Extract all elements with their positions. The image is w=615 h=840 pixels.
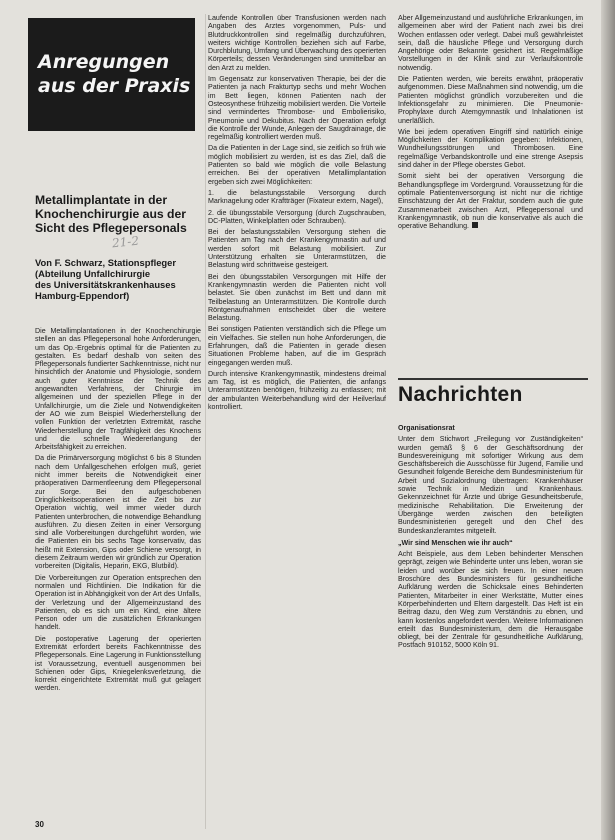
article-column-3 [398, 14, 583, 379]
paragraph: Durch intensive Krankengymnastik, mindestens dreimal am Tag, ist es möglich, die Patienten, die anfangs Unterarmstützen benötigen, frühzeitig zu entlassen; mit der ambulanten Weiterbehandlung wird der Heilverlauf kontrolliert. [208, 369, 386, 412]
paragraph: Die Vorbereitungen zur Operation entsprechen den normalen und Richtlinien. Die Indikation für die Operation ist in Abhängigkeit von der Art des Unfalls, der Verletzung und der Allgemeinzustand des Patienten, ob es sich um ein Kind, eine ältere Person oder um die zusätzlichen Erkrankungen handelt. [35, 573, 201, 632]
paragraph: Die Patienten werden, wie bereits erwähnt, präoperativ aufgenommen. Diese Maßnahmen sind notwendig, um die Patienten möglichst gründlich vorzubereiten und die Infektionsgefahr zu minimieren. Die Pneumonie-Prophylaxe durch Atemgymnastik und Inhalationen ist unerläßlich. [398, 75, 583, 125]
page-number: 30 [35, 820, 44, 829]
author-line: des Universitätskrankenhauses [35, 279, 176, 290]
article-author [35, 257, 200, 301]
article-title [35, 193, 200, 235]
author-line: Von F. Schwarz, Stationspfleger [35, 257, 176, 268]
paragraph: Unter dem Stichwort „Freilegung vor Zuständigkeiten“ wurden gemäß § 6 der Geschäftsordnung der Bundesvereinigung mit sofortiger Wirkung aus dem Geschäftsbereich die Ausschüsse für Jugend, Familie und Gesundheit folgende Bereiche dem Bundesministerium für Arbeit und Sozialordnung übertragen: Krankenhäuser sowie Technik in Medizin und Krankenhaus. Gekennzeichnet für Ärzte und übrige Gesundheitsberufe, medizinische Rehabilitation. Die Erweiterung der Übergänge werden zwischen den beteiligten Bundesministerien geregelt und den Chef des Bundeskanzleramtes mitgeteilt. [398, 435, 583, 535]
banner-line-1: Anregungen [38, 51, 170, 73]
paragraph: Acht Beispiele, aus dem Leben behinderter Menschen geprägt, zeigen wie Behinderte unter uns leben, woran sie leiden und worüber sie sich freuen. In einer neuen Broschüre des Bundesministers für gesundheitliche Aufklärung werden die Schicksale eines Behinderten Patienten, Mitarbeiter in einer Werkstätte, Mutter eines Körperbehinderten und Eltern dargestellt. Das Heft ist ein Beitrag dazu, den Weg zum Verständnis zu ebnen, und kann kostenlos angefordert werden. Weitere Informationen erteilt das Bundesministerium, dem die Herausgabe obliegt, bei der Zentrale für gesundheitliche Aufklärung, Postfach 910152, 5000 Köln 91. [398, 550, 583, 650]
section-title-nachrichten: Nachrichten [398, 378, 588, 407]
banner-title [38, 50, 198, 98]
paragraph: Bei der belastungsstabilen Versorgung stehen die Patienten am Tag nach der Krankengymnastin auf und werden sofort mit Belastung mobilisiert. Zur Unterstützung erhalten sie Unterarmstützen, die Belastung wird schrittweise gesteigert. [208, 228, 386, 270]
list-item: 1. die belastungsstabile Versorgung durch Marknagelung oder Kraftträger (Fixateur extern, Nagel), [208, 188, 386, 206]
article-title-line: Knochenchirurgie aus der [35, 207, 187, 221]
news-subheading: „Wir sind Menschen wie ihr auch“ [398, 538, 513, 547]
paragraph [398, 172, 583, 230]
paragraph: Bei sonstigen Patienten verständlich sich die Pflege um ein Vielfaches. Sie stellen nun hohe Anforderungen, die Erfahrungen, daß die Patienten in gerade diesen Situationen Probleme haben, auf die im Gespräch eingegangen werden muß. [208, 325, 386, 367]
paragraph: Die postoperative Lagerung der operierten Extremität erfordert bereits Fachkenntnisse des Pflegepersonals. Eine Lagerung in Funktionsstellung ist Voraussetzung, eventuell ausgenommen bei Schienen oder Gips, Kniegelenksverletzung, die korrekt eingerichtete Extremität muß gut gelagert werden. [35, 634, 201, 693]
page-edge-shadow [601, 0, 615, 840]
paragraph: Laufende Kontrollen über Transfusionen werden nach Angaben des Arztes vorgenommen, Puls- und Blutdruckkontrollen sind regelmäßig durchzuführen, weiters wichtige Kontrollen beziehen sich auf Farbe, Durchblutung, Umfang und Überwachung des operierten Körperteils; dessen Veränderungen sind unmittelbar an den Arzt zu melden. [208, 14, 386, 72]
article-column-2 [208, 14, 386, 829]
author-line: (Abteilung Unfallchirurgie [35, 268, 151, 279]
end-of-article-mark [472, 222, 478, 228]
author-line: Hamburg-Eppendorf) [35, 290, 130, 301]
list-item: 2. die übungsstabile Versorgung (durch Zugschrauben, DC-Platten, Winkelplatten oder Schrauben). [208, 208, 386, 225]
paragraph: Aber Allgemeinzustand und ausführliche Erkrankungen, im allgemeinen aber wird der Patient nach zwei bis drei Wochen entlassen oder verlegt. Dabei muß gewährleistet sein, daß die häusliche Pflege und Versorgung durch Angehörige oder Bekannte gesichert ist. Regelmäßige Vorstellungen in der Klinik sind zur Verlaufskontrolle notwendig. [398, 14, 583, 72]
handwritten-note: 21-2 [111, 233, 140, 251]
paragraph-text: Somit sieht bei der operativen Versorgung die Behandlungspflege im Vordergrund. Voraussetzung für die optimale Patientenversorgung ist nicht nur die richtige Einschätzung der Art der Fraktur, sondern auch die gute Zusammenarbeit zwischen Arzt, Pflegepersonal und Krankengymnastik, ob nun die konservative als auch die operative Behandlung. [398, 172, 583, 231]
paragraph: Da die Patienten in der Lage sind, sie zeitlich so früh wie möglich mobilisiert zu werden, ist es das Ziel, daß die Patienten so bald wie möglich die volle Belastung erreichen. Bei der operativen Metallimplantation ergeben sich zwei Möglichkeiten: [208, 144, 386, 186]
article-title-line: Sicht des Pflegepersonals [35, 221, 187, 235]
paragraph: Da die Primärversorgung möglichst 6 bis 8 Stunden nach dem Unfallgeschehen erfolgen muß, geriet nicht immer bereits die Notwendigkeit einer präoperativen Darmentleerung dem Pflegepersonal zur Sorge. Bei den aufgeschobenen Dringlichkeitsoperationen ist die Zeit bis zur Operation wichtig, weil immer wieder durch Patienten unterbrochen, die notwendige Behandlung ausführen. Zu diesen Zeiten in einer Versorgung sind alle Vorbereitungen durchgeführt worden, wie die Patienten ein bis sechs Tage konservativ, das heißt mit Extension, Gips oder Schiene versorgt, in diesem Zeitraum werden wir gründlich zur Operation vorbereiten (Digitalis, Heparin, EKG, Blutbild). [35, 454, 201, 571]
paragraph: Wie bei jedem operativen Eingriff sind natürlich einige Möglichkeiten der Komplikation gegeben: Infektionen, Wundheilungsstörungen und Thrombosen. Eine regelmäßige Verbandskontrolle und eine strenge Asepsis sind daher in der Pflege oberstes Gebot. [398, 127, 583, 170]
paragraph: Die Metallimplantationen in der Knochenchirurgie stellen an das Pflegepersonal hohe Anforderungen, um das Op.-Ergebnis optimal für die Patienten zu gestalten. Es bedarf deshalb von seiten des Pflegepersonals fundierter Sachkenntnisse, nicht nur hinsichtlich der Anatomie und Physiologie, sondern auch guter Kenntnisse der Technik des angewandten Verfahrens, der Chirurgie im allgemeinen und der speziellen Pflege in der Unfallchirurgie, um die Ziele und Notwendigkeiten der AO wie zum Beispiel Wiederherstellung der vollen Funktion der verletzten Extremität, rasche Wiederherstellung der Tragfähigkeit des Knochens und die schnelle Wiedererlangung der Arbeitsfähigkeit zu erreichen. [35, 327, 201, 452]
article-column-1 [35, 327, 201, 817]
banner-line-2: aus der Praxis [38, 75, 191, 97]
news-column [398, 420, 583, 830]
article-title-line: Metallimplantate in der [35, 193, 168, 207]
paragraph: Im Gegensatz zur konservativen Therapie, bei der die Patienten ja nach Frakturtyp sechs und mehr Wochen im Bett liegen, können Patienten nach der Osteosynthese frühzeitig mobilisiert werden. Die Vorteile sind vermindertes Thrombose- und Embolierisiko, Pneumonie und Dekubitus. Nach der Operation erfolgt die Kontrolle der Wunde, Anlegen der Saugdrainage, die regelmäßig kontrolliert werden muß. [208, 75, 386, 142]
paragraph: Bei den übungsstabilen Versorgungen mit Hilfe der Krankengymnastin werden die Patienten nicht voll belastet. Sie üben zunächst im Bett und dann mit Teilbelastung an Unterarmstützen. Die Kontrolle durch Röntgenaufnahmen entscheidet über die weitere Belastung. [208, 272, 386, 323]
news-subheading: Organisationsrat [398, 424, 455, 432]
column-divider [205, 14, 206, 829]
